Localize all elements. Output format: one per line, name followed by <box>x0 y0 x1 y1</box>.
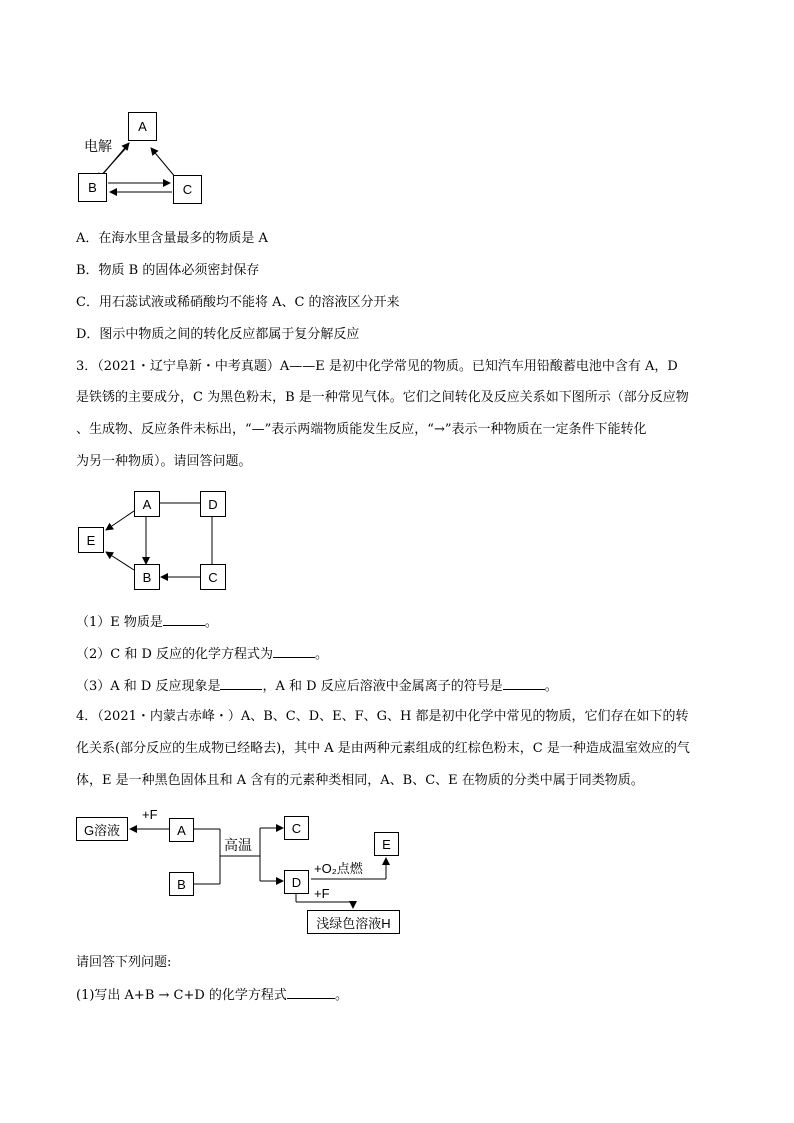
option-b: B．物质 B 的固体必须密封保存 <box>76 263 260 278</box>
node-c: C <box>173 175 202 204</box>
option-c: C．用石蕊试液或稀硝酸均不能将 A、C 的溶液区分开来 <box>76 295 400 310</box>
q4-sub1-suffix: 。 <box>334 988 348 1003</box>
q3-sub3-mid: ，A 和 D 反应后溶液中金属离子的符号是 <box>262 679 503 694</box>
q3-stem-line: 、生成物、反应条件未标出，“—”表示两端物质能发生反应，“→”表示一种物质在一定条件下能转化 <box>76 422 647 437</box>
q3-node-a: A <box>134 491 160 517</box>
q3-stem-line: 为另一种物质）。请回答问题。 <box>76 454 252 469</box>
answer-blank[interactable] <box>287 986 335 999</box>
label-high-temp: 高温 <box>224 837 252 853</box>
q4-node-g: G溶液 <box>76 817 128 841</box>
q3-node-e: E <box>78 527 104 553</box>
q4-stem-line: 体，E 是一种黑色固体且和 A 含有的元素种类相同，A、B、C、E 在物质的分类中属于同类物质。 <box>76 773 644 788</box>
label-o2-ignite: +O₂点燃 <box>314 861 363 876</box>
q3-sub3-text: （3）A 和 D 反应现象是 <box>76 679 221 694</box>
option-d: D．图示中物质之间的转化反应都属于复分解反应 <box>76 327 360 342</box>
q4-stem-line: 4．（2021・内蒙古赤峰・）A、B、C、D、E、F、G、H 都是初中化学中常见的物质，它们存在如下的转 <box>76 709 689 724</box>
q3-sub1-text: （1）E 物质是 <box>76 615 163 630</box>
q3-node-c: C <box>200 564 226 590</box>
q4-node-d: D <box>284 870 309 894</box>
q4-sub1 <box>76 986 348 1004</box>
q4-node-b: B <box>169 872 194 896</box>
q3-node-d: D <box>200 491 226 517</box>
q3-stem-line: 是铁锈的主要成分，C 为黑色粉末，B 是一种常见气体。它们之间转化及反应关系如下图所示（部分反应物 <box>76 390 689 405</box>
q4-node-h: 浅绿色溶液H <box>307 910 400 934</box>
q3-stem-line: 3．（2021・辽宁阜新・中考真题）A——E 是初中化学常见的物质。已知汽车用铅酸蓄电池中含有 A，D <box>76 359 678 374</box>
q3-sub2-suffix: 。 <box>315 647 329 662</box>
node-b: B <box>78 173 107 202</box>
q4-sub1-text: (1)写出 A+B → C+D 的化学方程式 <box>76 988 287 1003</box>
electrolysis-label: 电解 <box>84 138 112 154</box>
node-a: A <box>128 112 157 141</box>
label-plus-f: +F <box>314 886 330 901</box>
q4-prompt: 请回答下列问题: <box>76 955 172 970</box>
q4-node-a: A <box>169 818 194 842</box>
q4-stem-line: 化关系(部分反应的生成物已经略去)，其中 A 是由两种元素组成的红棕色粉末，C 是一种造成温室效应的气 <box>76 741 690 756</box>
q3-node-b: B <box>134 564 160 590</box>
q3-sub2-text: （2）C 和 D 反应的化学方程式为 <box>76 647 274 662</box>
label-plus-f: +F <box>142 807 158 822</box>
q3-sub1-suffix: 。 <box>204 615 218 630</box>
q3-sub3-suffix: 。 <box>544 679 558 694</box>
q4-node-e: E <box>374 832 399 856</box>
q4-node-c: C <box>284 816 309 840</box>
option-a: A．在海水里含量最多的物质是 A <box>76 231 268 246</box>
